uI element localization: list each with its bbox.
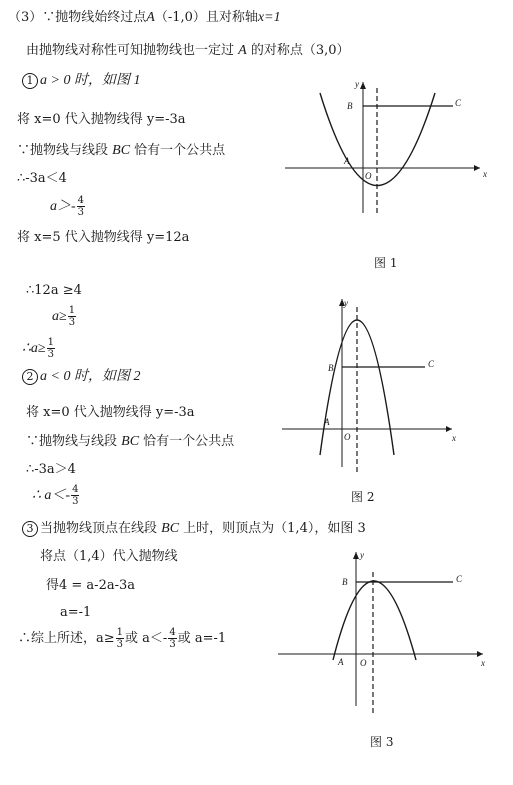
conclusion <box>18 627 226 650</box>
case2-condition: a < 0 时，如图 2 <box>40 369 141 384</box>
figure-3-caption: 图 3 <box>370 735 394 749</box>
fraction-numerator: 4 <box>77 195 85 206</box>
fraction <box>68 305 76 328</box>
case3-heading <box>22 521 366 537</box>
case2-step-4-pre: ∴ a＜- <box>32 488 71 503</box>
fraction-numerator: 1 <box>116 627 124 638</box>
case1-condition: a > 0 时，如图 1 <box>40 73 141 88</box>
fraction-denominator: 3 <box>47 349 54 360</box>
fraction <box>77 195 85 218</box>
fraction-numerator: 1 <box>47 337 54 348</box>
figure-2-caption: 图 2 <box>351 490 375 504</box>
case1-step-1: 将 x=0 代入抛物线得 y=-3a <box>17 112 186 127</box>
segment-bc-label: BC <box>121 434 140 449</box>
fraction <box>168 627 176 650</box>
case1-step-2-pre: ∵抛物线与线段 <box>17 143 113 158</box>
segment-bc-label: BC <box>161 521 180 536</box>
figure-3-graph <box>278 548 493 718</box>
fraction-numerator: 1 <box>68 305 76 316</box>
case2-step-2 <box>26 434 234 450</box>
y-axis-label: y <box>344 298 348 308</box>
conclusion-post: 或 a=-1 <box>177 631 227 646</box>
y-axis-arrow <box>353 552 359 559</box>
case1-heading <box>22 73 140 89</box>
y-axis-label: y <box>355 79 359 89</box>
intro-line-1 <box>8 10 281 26</box>
case-number-1: 1 <box>22 73 38 89</box>
origin-label: O <box>365 171 372 181</box>
origin-label: O <box>344 432 351 442</box>
case2-step-2-pre: ∵抛物线与线段 <box>26 434 122 449</box>
case-number-2: 2 <box>22 369 38 385</box>
fraction <box>71 484 79 507</box>
case1-step-2 <box>17 143 225 159</box>
case1-step-4 <box>50 195 86 218</box>
y-axis-label: y <box>360 550 364 560</box>
fraction-numerator: 4 <box>72 484 79 495</box>
case3-condition-post: 上时，则顶点为（1,4），如图 3 <box>179 521 366 536</box>
segment-bc-label: BC <box>112 143 131 158</box>
fraction-denominator: 3 <box>169 639 176 650</box>
fraction-denominator: 3 <box>116 639 124 650</box>
fraction-denominator: 3 <box>72 496 79 507</box>
figure-2-graph <box>282 295 472 475</box>
point-c-label: C <box>456 574 463 584</box>
x-axis-label: x <box>481 658 485 668</box>
case3-step-3: a=-1 <box>60 605 92 620</box>
case1-step-8-pre: ∴a≥ <box>22 341 46 356</box>
point-b-label: B <box>347 101 353 111</box>
case2-step-1: 将 x=0 代入抛物线得 y=-3a <box>26 405 195 420</box>
point-b-label: B <box>342 577 348 587</box>
case1-step-8 <box>22 337 56 360</box>
point-a-label: A <box>238 43 247 58</box>
case2-step-4 <box>32 484 80 507</box>
x-axis-label: x <box>483 169 487 179</box>
point-a-label: A <box>146 10 155 25</box>
case1-step-2-post: 恰有一个公共点 <box>130 143 226 158</box>
case1-step-3: ∴-3a＜4 <box>17 171 67 186</box>
case1-step-6: ∴12a ≥4 <box>26 283 82 298</box>
case3-condition-pre: 当抛物线顶点在线段 <box>40 521 162 536</box>
conclusion-pre: ∴综上所述，a≥ <box>18 631 115 646</box>
intro-text-mid: （-1,0）且对称轴 <box>154 10 258 25</box>
symmetry-text: 由抛物线对称性可知抛物线也一定过 <box>26 43 235 58</box>
case1-step-7-pre: a≥ <box>52 309 67 324</box>
case-number-3: 3 <box>22 521 38 537</box>
fraction <box>116 627 124 650</box>
origin-label: O <box>360 658 367 668</box>
x-axis-arrow <box>474 165 480 171</box>
y-axis-arrow <box>360 82 366 89</box>
figure-1-caption: 图 1 <box>374 256 398 270</box>
case2-step-2-post: 恰有一个公共点 <box>139 434 235 449</box>
point-c-label: C <box>455 98 462 108</box>
case1-step-4-pre: a＞- <box>50 199 76 214</box>
point-a-label: A <box>338 657 344 667</box>
point-c-label: C <box>428 359 435 369</box>
figure-1-graph <box>285 78 500 218</box>
fraction <box>47 337 55 360</box>
case3-step-2: 得4 = a-2a-3a <box>46 578 136 593</box>
conclusion-mid: 或 a＜- <box>125 631 168 646</box>
x-axis-label: x <box>452 433 456 443</box>
point-a-label: A <box>324 417 330 427</box>
fraction-denominator: 3 <box>68 317 76 328</box>
symmetry-text-post: 的对称点（3,0） <box>250 43 350 58</box>
case1-step-7 <box>52 305 77 328</box>
x-axis-arrow <box>477 651 483 657</box>
intro-line-2 <box>26 43 350 59</box>
case2-step-3: ∴-3a＞4 <box>26 462 76 477</box>
fraction-denominator: 3 <box>77 207 85 218</box>
case3-step-1: 将点（1,4）代入抛物线 <box>40 549 178 564</box>
x-axis-arrow <box>446 426 452 432</box>
fraction-numerator: 4 <box>169 627 176 638</box>
parabola <box>333 581 416 660</box>
point-b-label: B <box>328 363 334 373</box>
case2-heading <box>22 369 140 385</box>
axis-equation: x=1 <box>257 10 281 25</box>
point-a-label: A <box>344 156 350 166</box>
case1-step-5: 将 x=5 代入抛物线得 y=12a <box>17 230 190 245</box>
intro-text: （3）∵抛物线始终过点 <box>8 10 147 25</box>
